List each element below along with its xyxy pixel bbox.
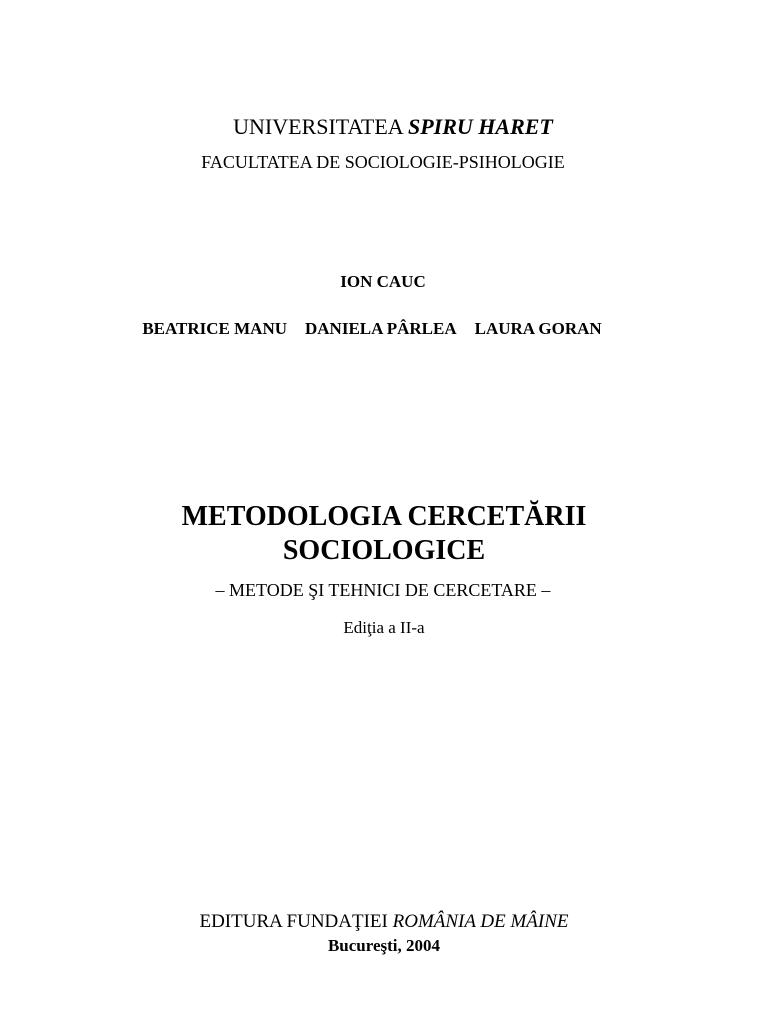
city-year: Bucureşti, 2004 <box>327 936 441 955</box>
co-authors <box>0 319 756 339</box>
faculty-name: FACULTATEA DE SOCIOLOGIE-PSIHOLOGIE <box>201 152 565 172</box>
book-subtitle: – METODE ŞI TEHNICI DE CERCETARE – <box>215 580 551 600</box>
co-author: LAURA GORAN <box>474 319 602 338</box>
university-name: SPIRU HARET <box>407 114 553 139</box>
publisher-prefix: EDITURA FUNDAŢIEI <box>199 911 388 932</box>
book-title-line-1: METODOLOGIA CERCETĂRII <box>181 501 587 532</box>
co-author: DANIELA PÂRLEA <box>305 319 457 338</box>
publisher-line <box>0 911 768 933</box>
edition-label: Ediţia a II-a <box>343 618 425 637</box>
book-title-line-2: SOCIOLOGICE <box>282 535 486 566</box>
publisher-name: ROMÂNIA DE MÂINE <box>392 911 569 932</box>
co-author: BEATRICE MANU <box>142 319 287 338</box>
university-prefix: UNIVERSITATEA <box>233 114 403 139</box>
lead-author: ION CAUC <box>340 272 426 291</box>
university-line <box>9 114 768 140</box>
